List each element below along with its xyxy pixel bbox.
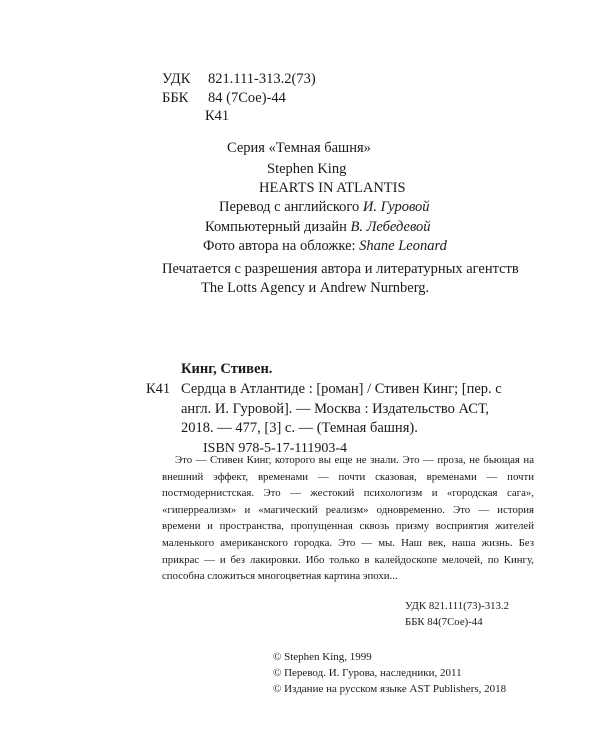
permission-line-2: The Lotts Agency и Andrew Nurnberg. <box>201 280 430 296</box>
udk-code <box>162 72 316 87</box>
copyright-line-2: © Перевод. И. Гурова, наследники, 2011 <box>273 667 462 679</box>
photo-credit <box>203 239 447 254</box>
annotation <box>162 452 534 585</box>
original-author: Stephen King <box>267 161 347 177</box>
isbn: ISBN 978-5-17-111903-4 <box>203 441 348 456</box>
photo-prefix: Фото автора на обложке: <box>203 238 360 254</box>
original-title: HEARTS IN ATLANTIS <box>259 180 406 196</box>
bottom-bbk: ББК 84(7Сое)-44 <box>405 616 483 628</box>
udk-value: 821.111-313.2(73) <box>208 71 316 87</box>
translation-prefix: Перевод с английского <box>219 199 363 215</box>
catalog-line-3: 2018. — 477, [3] с. — (Темная башня). <box>181 420 418 436</box>
catalog-heading: Кинг, Стивен. <box>181 361 273 377</box>
design-prefix: Компьютерный дизайн <box>205 219 351 235</box>
author-mark: К41 <box>205 108 230 124</box>
annotation-text: Это — Стивен Кинг, которого вы еще не знали. Это — проза, не бьющая на внешний эффект, временами — почти сказовая, временами — почти постмодернистская. Это — жестокий психологизм и «городская сага», «гиперреализм» и «магический реализм» одновременно. Это — история времени и пространства, пропущенная сквозь призму восприятия жителей маленького американского городка. Это — мы. Наш век, наша жизнь. Без прикрас — и без лакировки. Ибо только в калейдоскопе мелочей, по Кингу, способна сложиться многоцветная картина эпохи... <box>162 454 534 583</box>
translator-name: И. Гуровой <box>362 199 430 215</box>
translation-credit <box>219 200 430 215</box>
design-credit <box>205 220 431 235</box>
permission-line-1: Печатается с разрешения автора и литературных агентств <box>162 261 519 277</box>
udk-label: УДК <box>162 71 191 87</box>
bbk-value: 84 (7Сое)-44 <box>208 90 286 106</box>
bottom-udk: УДК 821.111(73)-313.2 <box>405 600 509 612</box>
designer-name: В. Лебедевой <box>350 219 431 235</box>
catalog-line-1: Сердца в Атлантиде : [роман] / Стивен Кинг; [пер. с <box>181 381 502 397</box>
bbk-code <box>162 91 286 106</box>
photographer-name: Shane Leonard <box>359 238 447 254</box>
copyright-line-3: © Издание на русском языке AST Publishers, 2018 <box>273 683 507 695</box>
catalog-line-2: англ. И. Гуровой]. — Москва : Издательство АСТ, <box>181 401 489 417</box>
bbk-label: ББК <box>162 90 189 106</box>
copyright-line-1: © Stephen King, 1999 <box>273 651 372 663</box>
catalog-mark: К41 <box>146 381 171 397</box>
series-title: Серия «Темная башня» <box>227 140 371 156</box>
